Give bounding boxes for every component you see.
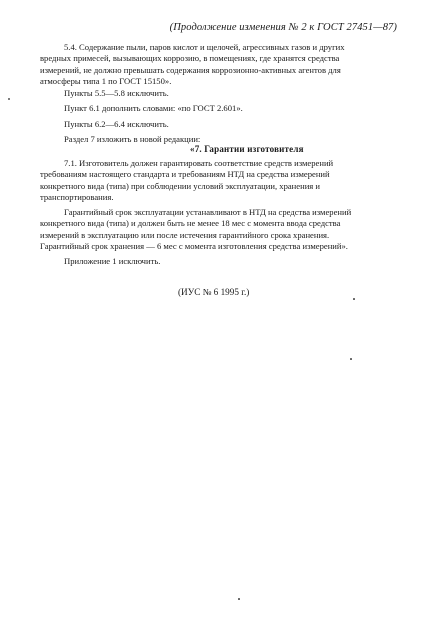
section-title: «7. Гарантии изготовителя (190, 144, 304, 154)
publication-reference: (ИУС № 6 1995 г.) (178, 287, 250, 297)
paragraph-line: требованиям настоящего стандарта и требованиям НТД на средства измерений (40, 169, 330, 180)
amendment-item: Пункты 6.2—6.4 исключить. (64, 118, 169, 129)
paragraph-line: Гарантийный срок хранения — 6 мес с момента изготовления средства измерений». (40, 240, 348, 251)
amendment-items (64, 88, 406, 145)
paragraph-5-4 (40, 42, 406, 87)
paragraph-7-1 (40, 158, 406, 203)
paragraph-line: транспортирования. (40, 191, 114, 202)
paragraph-line: 5.4. Содержание пыли, паров кислот и щелочей, агрессивных газов и других (64, 42, 345, 52)
appendix-note (64, 256, 406, 267)
amendment-item: Раздел 7 изложить в новой редакции: (64, 133, 201, 144)
paragraph-line: конкретного вида (типа) и должен быть не менее 18 мес с момента ввода средства (40, 218, 341, 229)
amendment-item: Пункты 5.5—5.8 исключить. (64, 88, 169, 98)
scan-speck (353, 298, 355, 300)
paragraph-line: атмосферы типа 1 по ГОСТ 15150». (40, 75, 172, 86)
scan-speck (238, 598, 240, 600)
paragraph-line: измерений в эксплуатацию или после истечения гарантийного срока хранения. (40, 229, 330, 240)
paragraph-line: конкретного вида (типа) при соблюдении условий эксплуатации, хранения и (40, 180, 320, 191)
paragraph-warranty (40, 207, 406, 252)
paragraph-line: Гарантийный срок эксплуатации устанавливают в НТД на средства измерений (64, 207, 352, 217)
paragraph-line: измерений, не должно превышать содержания коррозионно-активных агентов для (40, 64, 341, 75)
scan-speck (350, 358, 352, 360)
paragraph-line: вредных примесей, вызывающих коррозию, в помещениях, где хранятся средства (40, 53, 340, 64)
appendix-line: Приложение 1 исключить. (64, 256, 161, 266)
paragraph-line: 7.1. Изготовитель должен гарантировать соответствие средств измерений (64, 158, 334, 168)
scan-speck (8, 98, 10, 100)
page-header: (Продолжение изменения № 2 к ГОСТ 27451—87) (169, 22, 397, 33)
amendment-item: Пункт 6.1 дополнить словами: «по ГОСТ 2.601». (64, 103, 243, 114)
